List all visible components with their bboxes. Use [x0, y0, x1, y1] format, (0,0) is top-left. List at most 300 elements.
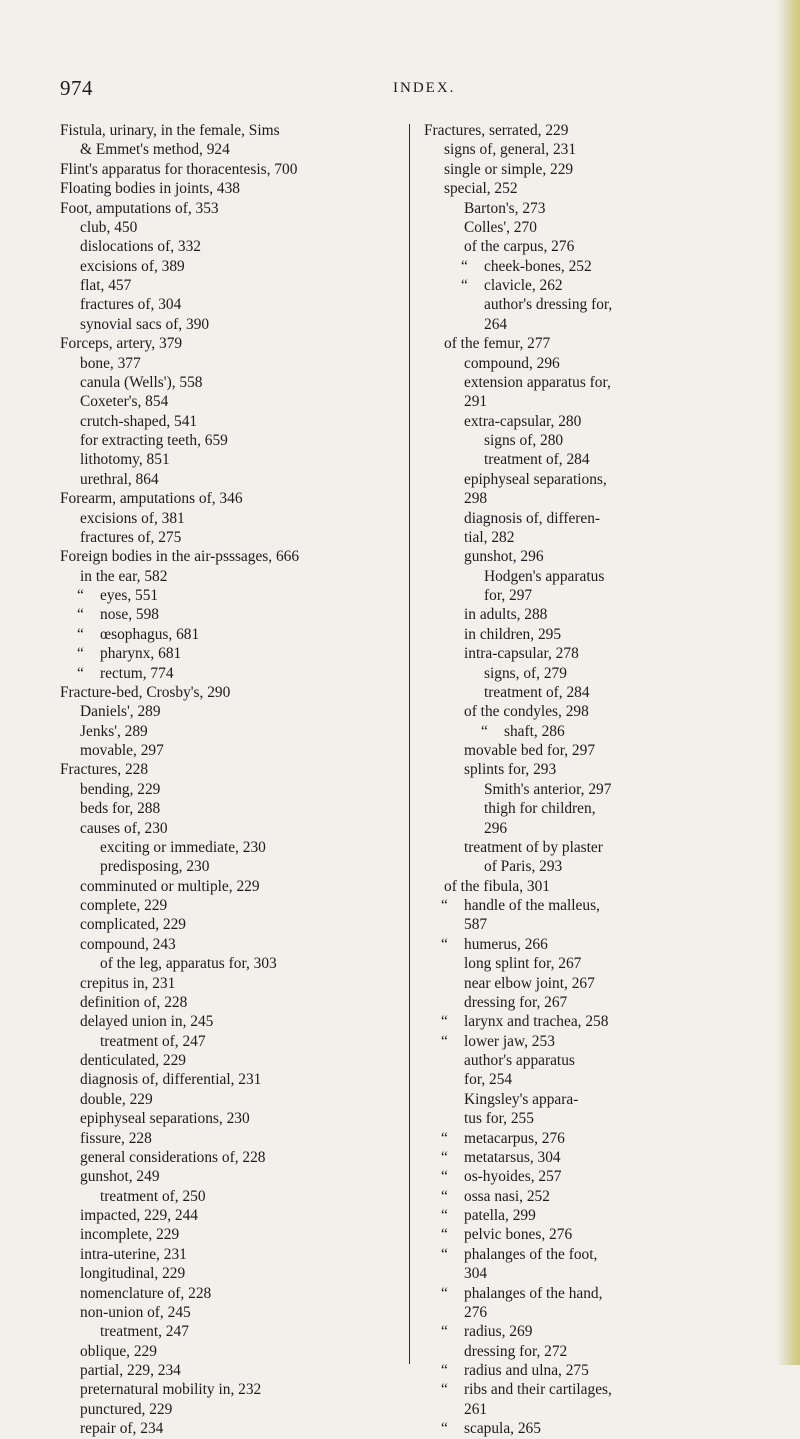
index-entry-text: excisions of, 389	[80, 257, 185, 275]
index-entry-text: 296	[484, 819, 508, 837]
index-entry	[424, 896, 769, 915]
ditto-mark: “	[441, 1284, 448, 1302]
index-entry-text: Floating bodies in joints, 438	[60, 180, 240, 198]
ditto-mark: “	[461, 257, 468, 275]
index-entry-text: Barton's, 273	[464, 199, 546, 217]
index-entry-text: 276	[464, 1303, 488, 1321]
index-column-left	[60, 121, 405, 1439]
index-entry-text: shaft, 286	[504, 722, 565, 740]
index-entry-text: complete, 229	[80, 897, 168, 914]
index-entry	[424, 334, 769, 353]
index-entry-text: diagnosis of, differential, 231	[80, 1071, 262, 1089]
index-entry	[60, 954, 405, 973]
index-entry	[60, 586, 405, 605]
index-entry-text: long splint for, 267	[464, 955, 582, 973]
index-entry	[424, 354, 769, 373]
index-entry-text: movable bed for, 297	[464, 742, 596, 759]
index-entry-text: intra-capsular, 278	[464, 645, 579, 663]
index-entry-text: treatment of, 284	[484, 683, 590, 701]
index-entry	[60, 1361, 405, 1380]
page-edge-shading	[776, 0, 800, 1365]
index-entry	[60, 1206, 405, 1225]
index-entry-text: Daniels', 289	[80, 703, 161, 721]
index-entry	[60, 702, 405, 721]
index-entry	[424, 625, 769, 644]
index-entry	[424, 1303, 769, 1322]
index-entry	[60, 257, 405, 276]
index-entry	[60, 470, 405, 489]
index-entry-text: gunshot, 249	[80, 1168, 160, 1186]
index-entry	[424, 392, 769, 411]
index-entry-text: comminuted or multiple, 229	[80, 877, 260, 895]
ditto-mark: “	[481, 722, 488, 740]
index-entry-text: predisposing, 230	[100, 858, 210, 876]
index-entry-text: Coxeter's, 854	[80, 393, 169, 411]
index-entry-text: radius, 269	[464, 1323, 533, 1341]
index-entry-text: Jenks', 289	[80, 722, 148, 740]
index-entry	[424, 1148, 769, 1167]
index-entry-text: treatment of by plaster	[464, 838, 603, 856]
index-entry-text: thigh for children,	[484, 800, 596, 818]
index-entry	[424, 877, 769, 896]
index-entry	[424, 605, 769, 624]
index-entry-text: bending, 229	[80, 780, 161, 798]
index-entry-text: of the fibula, 301	[444, 877, 550, 895]
index-entry	[424, 702, 769, 721]
index-entry	[60, 218, 405, 237]
ditto-mark: “	[441, 1168, 448, 1186]
index-entry	[424, 257, 769, 276]
index-entry	[424, 450, 769, 469]
ditto-mark: “	[441, 1362, 448, 1379]
index-entry	[424, 567, 769, 586]
index-entry	[60, 819, 405, 838]
index-entry-text: radius and ulna, 275	[464, 1362, 589, 1379]
index-entry-text: dressing for, 272	[464, 1342, 568, 1360]
index-entry	[60, 412, 405, 431]
index-entry	[424, 509, 769, 528]
index-entry-text: lower jaw, 253	[464, 1032, 555, 1050]
index-entry	[424, 1070, 769, 1089]
index-entry-text: special, 252	[444, 180, 518, 198]
index-entry	[424, 489, 769, 508]
index-entry-text: general considerations of, 228	[80, 1148, 266, 1166]
index-entry	[60, 1400, 405, 1419]
index-entry-text: single or simple, 229	[444, 160, 574, 178]
ditto-mark: “	[441, 1381, 448, 1399]
ditto-mark: “	[461, 277, 468, 294]
index-entry	[424, 1419, 769, 1438]
ditto-mark: “	[441, 1032, 448, 1050]
index-entry-text: canula (Wells'), 558	[80, 373, 203, 391]
index-entry-text: 291	[464, 393, 488, 411]
index-entry	[60, 1070, 405, 1089]
index-entry	[424, 915, 769, 934]
index-entry	[424, 547, 769, 566]
ditto-mark: “	[441, 1013, 448, 1031]
index-entry	[424, 935, 769, 954]
index-entry-text: author's apparatus	[464, 1052, 575, 1069]
index-entry	[60, 431, 405, 450]
index-entry-text: for extracting teeth, 659	[80, 432, 228, 449]
ditto-mark: “	[77, 664, 84, 682]
index-entry	[60, 760, 405, 779]
ditto-mark: “	[77, 606, 84, 624]
index-entry-text: epiphyseal separations,	[464, 470, 607, 488]
index-entry	[60, 1148, 405, 1167]
index-entry	[424, 1090, 769, 1109]
index-entry	[60, 567, 405, 586]
index-entry-text: metatarsus, 304	[464, 1148, 561, 1166]
index-entry	[60, 857, 405, 876]
ditto-mark: “	[441, 897, 448, 914]
index-entry	[60, 547, 405, 566]
index-entry-text: longitudinal, 229	[80, 1265, 186, 1283]
index-entry	[60, 722, 405, 741]
index-entry	[60, 140, 405, 159]
ditto-mark: “	[441, 1187, 448, 1205]
index-entry-text: club, 450	[80, 218, 138, 236]
index-entry-text: Fractures, 228	[60, 761, 149, 779]
index-entry-text: excisions of, 381	[80, 509, 185, 527]
index-entry	[424, 412, 769, 431]
index-entry-text: definition of, 228	[80, 993, 188, 1011]
index-entry-text: ribs and their cartilages,	[464, 1381, 612, 1399]
index-entry	[60, 644, 405, 663]
index-entry-text: tial, 282	[464, 528, 515, 546]
ditto-mark: “	[441, 935, 448, 953]
index-entry	[60, 354, 405, 373]
index-entry-text: phalanges of the hand,	[464, 1284, 603, 1302]
index-entry-text: 261	[464, 1400, 488, 1418]
index-entry	[60, 1419, 405, 1438]
index-entry	[60, 1109, 405, 1128]
index-entry-text: Foot, amputations of, 353	[60, 199, 219, 217]
index-entry	[60, 993, 405, 1012]
index-entry	[60, 625, 405, 644]
index-entry-text: pharynx, 681	[100, 645, 182, 663]
index-entry-text: dislocations of, 332	[80, 238, 201, 256]
index-entry-text: Smith's anterior, 297	[484, 780, 612, 798]
index-entry	[424, 121, 769, 140]
index-entry	[60, 179, 405, 198]
index-entry-text: Colles', 270	[464, 218, 537, 236]
index-entry	[60, 1264, 405, 1283]
index-entry	[424, 470, 769, 489]
index-entry-text: Forearm, amputations of, 346	[60, 490, 243, 508]
index-entry-text: compound, 296	[464, 354, 560, 372]
index-entry-text: epiphyseal separations, 230	[80, 1110, 250, 1128]
index-entry	[60, 237, 405, 256]
index-entry-text: signs of, general, 231	[444, 141, 577, 159]
index-entry-text: beds for, 288	[80, 800, 161, 818]
index-entry	[60, 683, 405, 702]
index-entry	[424, 664, 769, 683]
index-entry	[60, 1051, 405, 1070]
index-entry	[424, 1322, 769, 1341]
ditto-mark: “	[77, 645, 84, 663]
index-entry-text: fractures of, 304	[80, 296, 182, 314]
index-entry-text: urethral, 864	[80, 470, 159, 488]
index-entry-text: bone, 377	[80, 354, 141, 372]
index-entry	[60, 121, 405, 140]
index-entry	[60, 915, 405, 934]
index-entry-text: signs, of, 279	[484, 664, 567, 682]
index-entry-text: tus for, 255	[464, 1110, 534, 1128]
index-entry-text: pelvic bones, 276	[464, 1226, 573, 1244]
index-entry	[424, 586, 769, 605]
index-entry	[424, 276, 769, 295]
index-entry	[60, 295, 405, 314]
index-entry-text: fissure, 228	[80, 1129, 152, 1147]
index-entry	[424, 1361, 769, 1380]
index-entry	[60, 315, 405, 334]
index-entry	[424, 373, 769, 392]
index-entry-text: ossa nasi, 252	[464, 1187, 550, 1205]
index-entry-text: compound, 243	[80, 935, 176, 953]
index-entry-text: of the condyles, 298	[464, 703, 589, 721]
index-entry	[60, 276, 405, 295]
index-entry	[424, 160, 769, 179]
index-entry-text: in adults, 288	[464, 606, 548, 624]
index-entry	[424, 199, 769, 218]
index-entry	[424, 1012, 769, 1031]
index-entry	[60, 838, 405, 857]
page-number: 974	[60, 76, 93, 100]
index-entry-text: fractures of, 275	[80, 528, 182, 546]
index-entry-text: Forceps, artery, 379	[60, 335, 183, 353]
index-entry	[424, 1342, 769, 1361]
index-entry	[60, 1032, 405, 1051]
index-entry-text: patella, 299	[464, 1207, 536, 1224]
index-entry	[60, 199, 405, 218]
index-entry-text: Flint's apparatus for thoracentesis, 700	[60, 160, 298, 178]
index-entry-text: synovial sacs of, 390	[80, 315, 210, 333]
index-entry	[424, 1284, 769, 1303]
index-entry	[424, 993, 769, 1012]
index-entry-text: treatment of, 250	[100, 1187, 206, 1205]
index-entry-text: repair of, 234	[80, 1420, 164, 1438]
index-entry-text: non-union of, 245	[80, 1303, 191, 1321]
index-entry	[60, 1303, 405, 1322]
index-entry	[60, 974, 405, 993]
index-entry-text: scapula, 265	[464, 1420, 541, 1438]
ditto-mark: “	[441, 1148, 448, 1166]
index-entry	[424, 1380, 769, 1399]
index-entry	[60, 1090, 405, 1109]
index-entry-text: exciting or immediate, 230	[100, 838, 266, 856]
index-entry-text: Fractures, serrated, 229	[424, 122, 569, 139]
index-entry	[60, 877, 405, 896]
index-entry-text: eyes, 551	[100, 587, 159, 604]
index-entry-text: preternatural mobility in, 232	[80, 1381, 262, 1399]
index-entry-text: oblique, 229	[80, 1342, 157, 1360]
index-entry	[424, 974, 769, 993]
index-entry-text: author's dressing for,	[484, 296, 613, 314]
index-entry-text: lithotomy, 851	[80, 451, 170, 469]
index-entry-text: extension apparatus for,	[464, 373, 611, 391]
index-entry	[60, 450, 405, 469]
index-entry-text: double, 229	[80, 1090, 153, 1108]
index-entry	[424, 741, 769, 760]
index-entry-text: incomplete, 229	[80, 1226, 180, 1244]
index-entry-text: treatment, 247	[100, 1323, 189, 1341]
index-entry-text: gunshot, 296	[464, 548, 544, 566]
index-entry	[60, 489, 405, 508]
index-entry	[60, 509, 405, 528]
index-entry-text: complicated, 229	[80, 916, 186, 934]
index-entry-text: for, 297	[484, 587, 533, 604]
index-entry-text: partial, 229, 234	[80, 1362, 181, 1379]
index-entry	[424, 799, 769, 818]
index-entry-text: near elbow joint, 267	[464, 974, 595, 992]
index-entry	[424, 1187, 769, 1206]
index-entry-text: 264	[484, 315, 508, 333]
index-entry	[60, 1129, 405, 1148]
index-entry	[424, 1051, 769, 1070]
index-entry-text: nomenclature of, 228	[80, 1284, 212, 1302]
index-entry-text: Fracture-bed, Crosby's, 290	[60, 683, 231, 701]
index-entry-text: impacted, 229, 244	[80, 1207, 198, 1224]
index-entry-text: metacarpus, 276	[464, 1129, 565, 1147]
index-entry-text: signs of, 280	[484, 432, 564, 449]
index-entry	[60, 664, 405, 683]
index-entry	[60, 780, 405, 799]
index-entry-text: larynx and trachea, 258	[464, 1013, 609, 1031]
index-entry	[60, 896, 405, 915]
index-entry-text: of the femur, 277	[444, 335, 551, 353]
index-entry-text: rectum, 774	[100, 664, 174, 682]
index-entry	[424, 1109, 769, 1128]
index-entry	[60, 1245, 405, 1264]
index-entry-text: 587	[464, 916, 488, 934]
index-entry	[60, 1284, 405, 1303]
ditto-mark: “	[441, 1207, 448, 1224]
index-entry-text: Hodgen's apparatus	[484, 567, 605, 585]
index-entry-text: movable, 297	[80, 742, 164, 759]
index-entry	[424, 683, 769, 702]
index-entry	[424, 954, 769, 973]
column-divider	[409, 124, 410, 1364]
index-entry-text: delayed union in, 245	[80, 1013, 214, 1031]
index-entry	[424, 1245, 769, 1264]
index-entry	[424, 1264, 769, 1283]
index-entry	[60, 1187, 405, 1206]
ditto-mark: “	[441, 1129, 448, 1147]
index-entry-text: 304	[464, 1265, 488, 1283]
index-entry	[60, 799, 405, 818]
index-entry-text: handle of the malleus,	[464, 897, 600, 914]
index-entry	[424, 644, 769, 663]
index-entry-text: phalanges of the foot,	[464, 1245, 598, 1263]
ditto-mark: “	[441, 1245, 448, 1263]
index-column-right	[424, 121, 769, 1439]
index-entry-text: clavicle, 262	[484, 277, 563, 294]
index-entry-text: causes of, 230	[80, 819, 168, 837]
index-entry	[60, 528, 405, 547]
index-entry	[60, 935, 405, 954]
index-entry	[424, 140, 769, 159]
index-entry-text: treatment of, 284	[484, 451, 590, 469]
index-entry-text: Foreign bodies in the air-psssages, 666	[60, 548, 300, 566]
index-entry-text: crutch-shaped, 541	[80, 412, 198, 430]
index-entry	[424, 760, 769, 779]
index-entry-text: denticulated, 229	[80, 1052, 186, 1069]
index-entry-text: flat, 457	[80, 277, 132, 294]
index-entry-text: in children, 295	[464, 625, 562, 643]
index-entry-text: & Emmet's method, 924	[80, 141, 230, 159]
index-entry	[424, 179, 769, 198]
index-entry-text: of Paris, 293	[484, 858, 563, 876]
ditto-mark: “	[441, 1226, 448, 1244]
index-entry	[424, 1400, 769, 1419]
index-entry	[60, 741, 405, 760]
index-entry	[60, 1225, 405, 1244]
index-entry-text: of the leg, apparatus for, 303	[100, 955, 277, 973]
index-entry	[60, 1380, 405, 1399]
index-entry-text: nose, 598	[100, 606, 159, 624]
index-entry	[60, 392, 405, 411]
index-entry	[60, 160, 405, 179]
ditto-mark: “	[77, 625, 84, 643]
index-entry	[60, 1342, 405, 1361]
index-entry-text: 298	[464, 490, 488, 508]
index-entry	[60, 373, 405, 392]
ditto-mark: “	[77, 587, 84, 604]
index-entry-text: Kingsley's appara-	[464, 1090, 579, 1108]
index-entry	[424, 295, 769, 314]
index-entry-text: punctured, 229	[80, 1400, 173, 1418]
index-entry-text: intra-uterine, 231	[80, 1245, 187, 1263]
index-entry	[60, 1322, 405, 1341]
index-entry-text: crepitus in, 231	[80, 974, 176, 992]
index-entry-text: for, 254	[464, 1071, 513, 1089]
page-title: INDEX.	[393, 80, 456, 96]
index-entry	[424, 218, 769, 237]
index-entry	[424, 722, 769, 741]
ditto-mark: “	[441, 1323, 448, 1341]
index-entry	[424, 857, 769, 876]
index-entry	[424, 1167, 769, 1186]
index-entry-text: dressing for, 267	[464, 993, 568, 1011]
index-entry	[60, 334, 405, 353]
index-entry-text: œsophagus, 681	[100, 625, 200, 643]
index-entry	[424, 528, 769, 547]
index-entry	[424, 780, 769, 799]
index-entry-text: splints for, 293	[464, 761, 557, 779]
index-entry	[424, 1032, 769, 1051]
index-entry-text: diagnosis of, differen-	[464, 509, 601, 527]
index-entry-text: of the carpus, 276	[464, 238, 575, 256]
index-entry	[60, 1012, 405, 1031]
index-entry-text: in the ear, 582	[80, 567, 168, 585]
index-entry	[424, 1129, 769, 1148]
index-entry-text: Fistula, urinary, in the female, Sims	[60, 122, 280, 139]
index-entry	[424, 315, 769, 334]
index-entry	[424, 1206, 769, 1225]
index-entry	[424, 431, 769, 450]
index-entry-text: humerus, 266	[464, 935, 548, 953]
index-entry	[60, 605, 405, 624]
index-entry	[60, 1167, 405, 1186]
index-entry-text: cheek-bones, 252	[484, 257, 592, 275]
index-entry-text: extra-capsular, 280	[464, 412, 582, 430]
index-entry	[424, 838, 769, 857]
index-entry	[424, 1225, 769, 1244]
index-entry	[424, 237, 769, 256]
index-entry-text: os-hyoides, 257	[464, 1168, 562, 1186]
ditto-mark: “	[441, 1420, 448, 1438]
